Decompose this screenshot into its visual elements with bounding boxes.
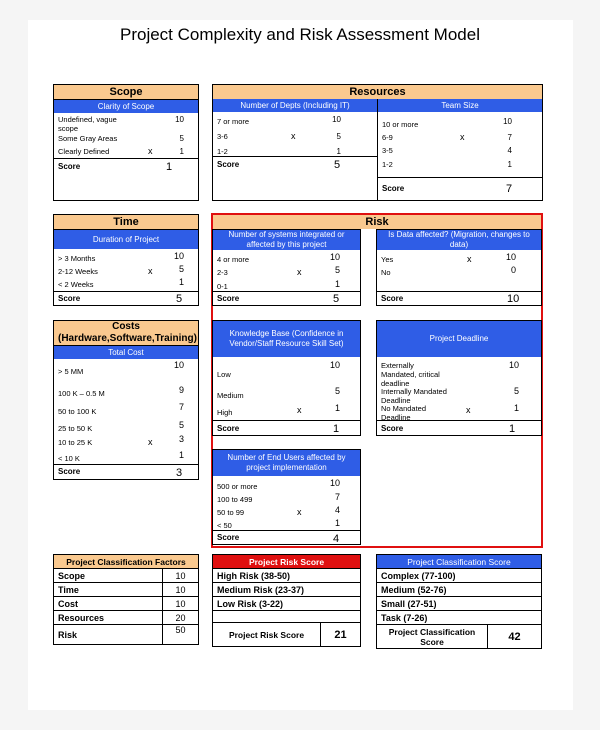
risk-score-total: 21 bbox=[321, 623, 361, 647]
users-subheader: Number of End Users affected by project implementation bbox=[213, 450, 360, 476]
risk-data-section: Is Data affected? (Migration, changes to data) Yes x 10 No 0 Score 10 bbox=[376, 229, 542, 306]
factors-header: Project Classification Factors bbox=[54, 555, 199, 569]
scope-subheader: Clarity of Scope bbox=[54, 100, 198, 113]
selected-mark: x bbox=[291, 131, 296, 141]
selected-mark: x bbox=[297, 507, 302, 517]
selected-mark: x bbox=[148, 437, 153, 447]
table-row: Risk 50 bbox=[54, 625, 199, 645]
users-score: 4 bbox=[333, 533, 340, 545]
risk-users-section: Number of End Users affected by project implementation 500 or more 10 100 to 499 7 50 to 99 x 4 < 50 1 Score 4 bbox=[212, 449, 361, 545]
scope-section: Scope Clarity of Scope Undefined, vague scope 10 Some Gray Areas 5 Clearly Defined x 1 Score 1 bbox=[53, 84, 199, 201]
systems-score: 5 bbox=[333, 293, 340, 305]
selected-mark: x bbox=[148, 146, 153, 156]
systems-subheader: Number of systems integrated or affected by this project bbox=[213, 230, 360, 250]
class-score-total: 42 bbox=[488, 625, 542, 649]
costs-score-row: Score 3 bbox=[54, 464, 198, 481]
resources-section: Resources Number of Depts (Including IT) Team Size 7 or more 10 3-6 x 5 1-2 1 Score 5 10 or more 10 6-9 x 7 3-5 4 1-2 1 Score 7 bbox=[212, 84, 543, 201]
selected-mark: x bbox=[467, 254, 472, 264]
deadline-subheader: Project Deadline bbox=[377, 321, 541, 357]
selected-mark: x bbox=[297, 267, 302, 277]
risk-knowledge-section: Knowledge Base (Confidence in Vendor/Staff Resource Skill Set) Low 10 Medium 5 High x 1 Score 1 bbox=[212, 320, 361, 436]
table-row: High Risk (38-50) bbox=[213, 569, 361, 583]
costs-subheader: Total Cost bbox=[54, 346, 198, 359]
knowledge-score: 1 bbox=[333, 423, 340, 435]
class-score-total-row: Project Classification Score 42 bbox=[377, 625, 542, 649]
time-subheader: Duration of Project bbox=[54, 230, 198, 249]
resources-header: Resources bbox=[213, 85, 542, 100]
data-score-row: Score 10 bbox=[377, 291, 541, 307]
systems-score-row: Score 5 bbox=[213, 291, 360, 307]
table-row: Time 10 bbox=[54, 583, 199, 597]
knowledge-subheader: Knowledge Base (Confidence in Vendor/Staff Resource Skill Set) bbox=[213, 321, 360, 357]
costs-header: Costs (Hardware,Software,Training) bbox=[54, 321, 198, 346]
deadline-score-row: Score 1 bbox=[377, 420, 541, 437]
table-row: Small (27-51) bbox=[377, 597, 542, 611]
risk-deadline-section: Project Deadline Externally Mandated, critical deadline 10 Internally Mandated Deadline 5 No Mandated Deadline x 1 Score 1 bbox=[376, 320, 542, 436]
class-score-header: Project Classification Score bbox=[377, 555, 542, 569]
table-row bbox=[213, 611, 361, 623]
table-row: Medium Risk (23-37) bbox=[213, 583, 361, 597]
deadline-score: 1 bbox=[509, 423, 516, 435]
depts-score-row: Score 5 bbox=[213, 156, 377, 201]
risk-header: Risk bbox=[213, 215, 541, 229]
selected-mark: x bbox=[297, 405, 302, 415]
table-row: Complex (77-100) bbox=[377, 569, 542, 583]
classification-factors-table bbox=[53, 554, 199, 645]
selected-mark: x bbox=[148, 266, 153, 276]
knowledge-score-row: Score 1 bbox=[213, 420, 360, 437]
table-row: Task (7-26) bbox=[377, 611, 542, 625]
team-score: 7 bbox=[506, 183, 513, 195]
table-row: Low Risk (3-22) bbox=[213, 597, 361, 611]
risk-score-table bbox=[212, 554, 361, 647]
scope-header: Scope bbox=[54, 85, 198, 100]
depts-score: 5 bbox=[334, 159, 341, 171]
table-row: Resources 20 bbox=[54, 611, 199, 625]
table-row: Medium (52-76) bbox=[377, 583, 542, 597]
risk-systems-section: Number of systems integrated or affected by this project 4 or more 10 2-3 x 5 0-1 1 Score 5 bbox=[212, 229, 361, 306]
scope-row: Undefined, vague scope 10 bbox=[58, 115, 184, 133]
costs-section: Costs (Hardware,Software,Training) Total Cost > 5 MM 10 100 K – 0.5 M 9 50 to 100 K 7 25 to 50 K 5 10 to 25 K x 3 < 10 K 1 Score 3 bbox=[53, 320, 199, 480]
users-score-row: Score 4 bbox=[213, 530, 360, 546]
team-subheader: Team Size bbox=[378, 99, 542, 112]
table-row: Cost 10 bbox=[54, 597, 199, 611]
risk-score-header: Project Risk Score bbox=[213, 555, 361, 569]
time-header: Time bbox=[54, 215, 198, 230]
selected-mark: x bbox=[460, 132, 465, 142]
team-score-row: Score 7 bbox=[378, 177, 542, 202]
selected-mark: x bbox=[466, 405, 471, 415]
classification-score-table bbox=[376, 554, 542, 649]
scope-score-row: Score 1 bbox=[54, 158, 198, 201]
time-section: Time Duration of Project > 3 Months 10 2-12 Weeks x 5 < 2 Weeks 1 Score 5 bbox=[53, 214, 199, 306]
time-score-row: Score 5 bbox=[54, 291, 198, 307]
depts-subheader: Number of Depts (Including IT) bbox=[213, 99, 377, 112]
risk-score-total-row: Project Risk Score 21 bbox=[213, 623, 361, 647]
data-score: 10 bbox=[507, 293, 520, 305]
table-row: Scope 10 bbox=[54, 569, 199, 583]
costs-score: 3 bbox=[176, 467, 183, 479]
time-score: 5 bbox=[176, 293, 183, 305]
data-subheader: Is Data affected? (Migration, changes to data) bbox=[377, 230, 541, 250]
scope-score: 1 bbox=[166, 161, 173, 173]
page-title: Project Complexity and Risk Assessment Model bbox=[120, 25, 480, 44]
